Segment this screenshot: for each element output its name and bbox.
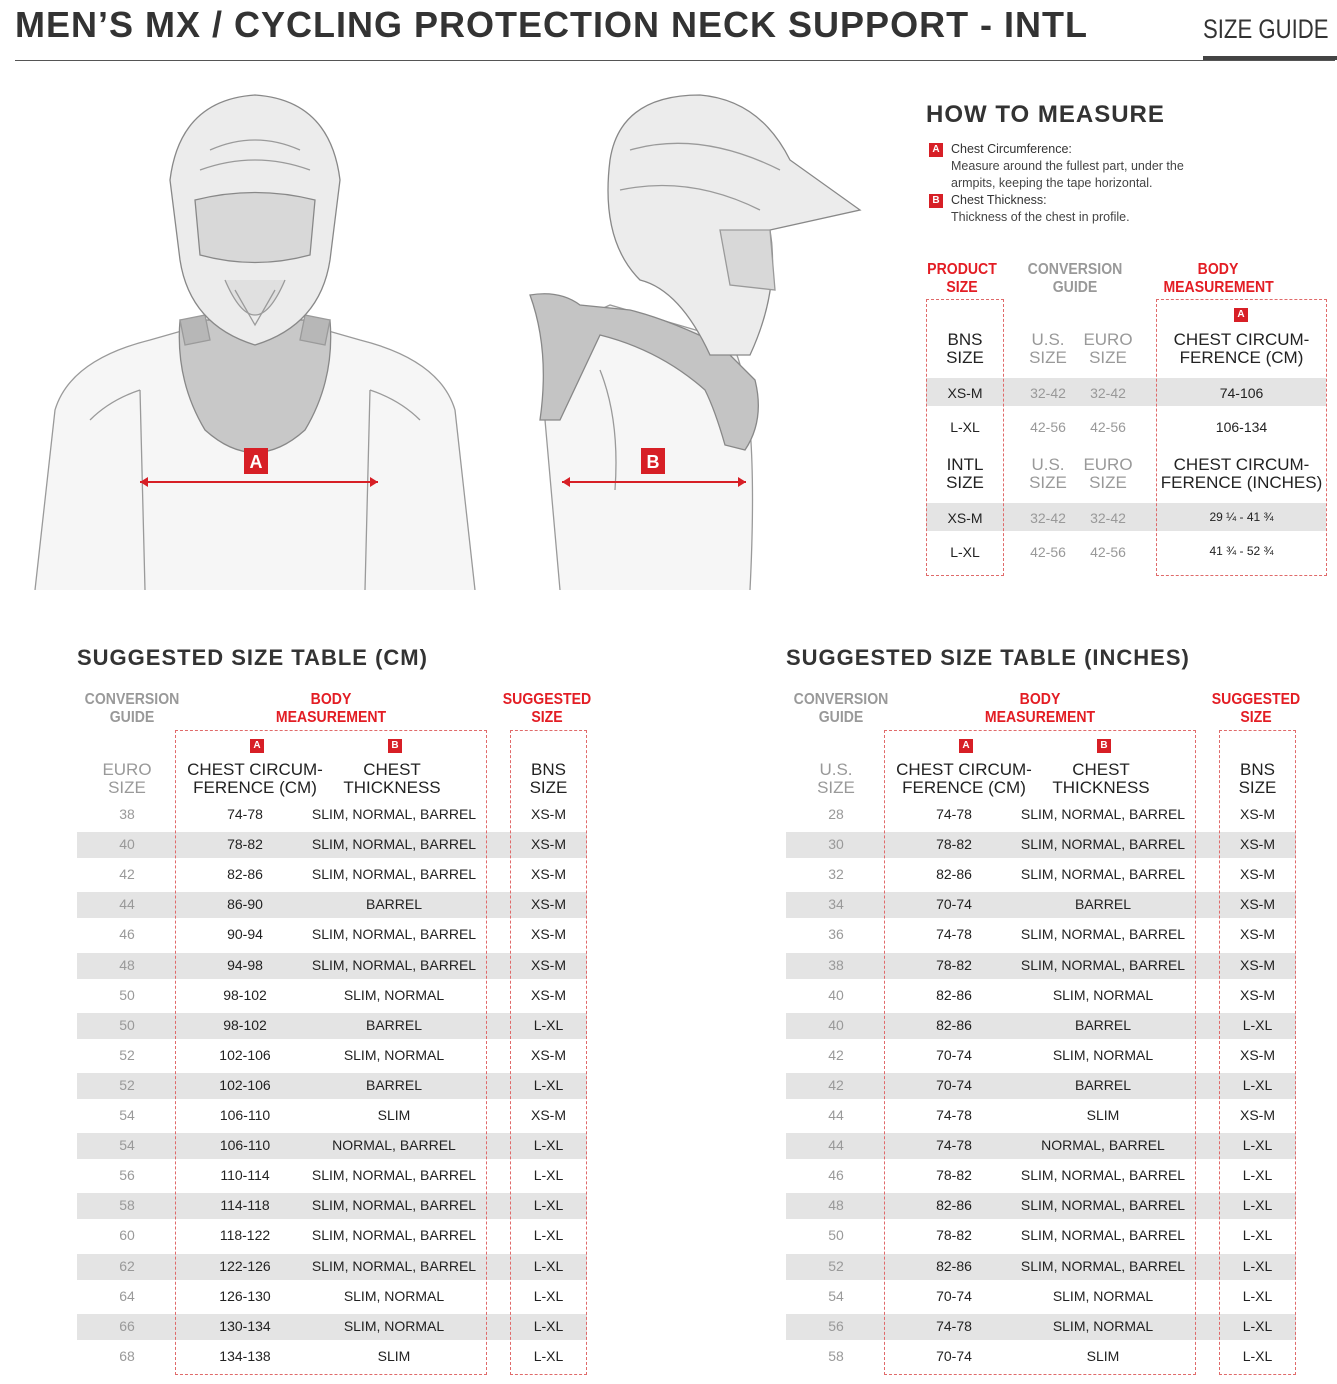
chest-thickness-cell: SLIM, NORMAL, BARREL xyxy=(1020,1167,1186,1184)
size-col-head: EURO SIZE xyxy=(102,760,152,797)
size-cell: 28 xyxy=(828,806,844,822)
bns-size-cell: XS-M xyxy=(1240,836,1275,853)
badge-b: B xyxy=(929,194,943,208)
chest-circ-cell: 82-86 xyxy=(227,866,263,883)
bns-size-head: BNS SIZE xyxy=(1238,760,1277,797)
size-col-head: U.S. SIZE xyxy=(817,760,855,797)
measure-item-a xyxy=(929,141,1184,190)
size-cell: 32 xyxy=(828,866,844,883)
chest-thickness-cell: SLIM, NORMAL, BARREL xyxy=(311,806,477,822)
us-size-head: U.S. SIZE xyxy=(1029,455,1067,492)
size-cell: 68 xyxy=(119,1347,135,1364)
conversion-guide-head: CONVERSION GUIDE xyxy=(84,691,180,726)
chest-thickness-cell: SLIM, NORMAL, BARREL xyxy=(1020,926,1186,943)
size-cell: 46 xyxy=(828,1167,844,1184)
chest-thickness-cell: SLIM, NORMAL xyxy=(343,1287,445,1304)
euro-size-head: EURO SIZE xyxy=(1083,330,1133,367)
us-size: 32-42 xyxy=(1030,510,1066,526)
bns-size-cell: XS-M xyxy=(1240,1107,1275,1123)
chest-circ-cell: 70-74 xyxy=(936,1076,972,1093)
chest-circ-cell: 98-102 xyxy=(223,986,267,1003)
bns-size-cell: XS-M xyxy=(531,836,566,853)
chest-thickness-cell: SLIM, NORMAL, BARREL xyxy=(1020,806,1186,822)
chest-thickness-head: CHEST THICKNESS xyxy=(1052,760,1150,797)
chest-circ-cell: 70-74 xyxy=(936,1046,972,1063)
chest-thickness-cell: SLIM, NORMAL, BARREL xyxy=(311,926,477,943)
size-cell: 46 xyxy=(119,926,135,943)
bns-size-cell: L-XL xyxy=(533,1227,564,1244)
suggested-size-head: SUGGESTED SIZE xyxy=(502,691,592,726)
body-measurement-head: BODY MEASUREMENT xyxy=(1163,261,1274,296)
chest-thickness-cell: SLIM, NORMAL, BARREL xyxy=(311,836,477,853)
chest-thickness-cell: SLIM xyxy=(1086,1107,1120,1123)
size-cell: 50 xyxy=(119,1016,135,1033)
chest-circ-cell: 102-106 xyxy=(219,1046,271,1063)
size-cell: 52 xyxy=(119,1076,135,1093)
chest-circ-cell: 82-86 xyxy=(936,1197,972,1214)
chest-circ-head: CHEST CIRCUM- FERENCE (CM) xyxy=(187,760,323,797)
chest-circ-cell: 98-102 xyxy=(223,1016,267,1033)
chest-circ-cell: 74-78 xyxy=(936,1107,972,1123)
bns-size-cell: L-XL xyxy=(1242,1016,1273,1033)
bns-size-cell: L-XL xyxy=(533,1016,564,1033)
chest-thickness-cell: SLIM, NORMAL, BARREL xyxy=(311,866,477,883)
page-title: MEN’S MX / CYCLING PROTECTION NECK SUPPORT - INTL xyxy=(15,4,1089,45)
euro-size: 42-56 xyxy=(1090,419,1126,435)
size-cell: 50 xyxy=(119,986,135,1003)
chest-in-head: CHEST CIRCUM- FERENCE (INCHES) xyxy=(1160,455,1323,492)
badge-a: A xyxy=(250,739,264,753)
bns-size-cell: XS-M xyxy=(531,866,566,883)
chest-circ-cell: 82-86 xyxy=(936,1257,972,1274)
chest-cm: 74-106 xyxy=(1219,385,1264,401)
suggested-size-head: SUGGESTED SIZE xyxy=(1211,691,1301,726)
chest-thickness-cell: SLIM xyxy=(377,1347,411,1364)
size-cell: 44 xyxy=(828,1107,844,1123)
chest-thickness-cell: SLIM, NORMAL, BARREL xyxy=(1020,836,1186,853)
chest-thickness-cell: SLIM, NORMAL, BARREL xyxy=(311,1167,477,1184)
chest-circ-cell: 70-74 xyxy=(936,1347,972,1364)
bns-size-cell: XS-M xyxy=(1240,956,1275,973)
bns-size-cell: XS-M xyxy=(531,1107,566,1123)
bns-size-cell: XS-M xyxy=(531,1046,566,1063)
size-cell: 54 xyxy=(119,1137,135,1154)
bns-size-cell: L-XL xyxy=(533,1347,564,1364)
size-guide-tab[interactable]: SIZE GUIDE xyxy=(1203,14,1329,44)
intl-size-head: INTL SIZE xyxy=(946,455,984,492)
us-size: 42-56 xyxy=(1030,419,1066,435)
us-size: 32-42 xyxy=(1030,385,1066,401)
size-cell: 40 xyxy=(119,836,135,853)
size-cell: 44 xyxy=(828,1137,844,1154)
chest-thickness-cell: SLIM, NORMAL, BARREL xyxy=(311,1257,477,1274)
chest-thickness-cell: SLIM, NORMAL, BARREL xyxy=(1020,956,1186,973)
us-size-head: U.S. SIZE xyxy=(1029,330,1067,367)
euro-size-head: EURO SIZE xyxy=(1083,455,1133,492)
size-cell: 64 xyxy=(119,1287,135,1304)
chest-circ-cell: 130-134 xyxy=(219,1317,271,1334)
chest-thickness-cell: SLIM, NORMAL xyxy=(1052,1046,1154,1063)
size-cell: 62 xyxy=(119,1257,135,1274)
badge-b: B xyxy=(1097,739,1111,753)
size-cell: 34 xyxy=(828,896,844,913)
chest-circ-head: CHEST CIRCUM- FERENCE (CM) xyxy=(896,760,1032,797)
size-cell: 58 xyxy=(828,1347,844,1364)
size-cell: 52 xyxy=(828,1257,844,1274)
size-cell: 40 xyxy=(828,986,844,1003)
us-size: 42-56 xyxy=(1030,544,1066,560)
bns-size-cell: XS-M xyxy=(1240,926,1275,943)
chest-thickness-head: CHEST THICKNESS xyxy=(343,760,441,797)
bns-size-cell: XS-M xyxy=(531,806,566,822)
measure-label: Chest Circumference: xyxy=(951,142,1072,156)
badge-a: A xyxy=(929,143,943,157)
chest-circ-cell: 74-78 xyxy=(936,806,972,822)
size-cell: 54 xyxy=(119,1107,135,1123)
bns-size: XS-M xyxy=(947,385,983,401)
chest-circ-cell: 70-74 xyxy=(936,1287,972,1304)
bns-size-cell: L-XL xyxy=(1242,1347,1273,1364)
bns-size-cell: XS-M xyxy=(531,896,566,913)
marker-a: A xyxy=(249,452,263,472)
badge-a: A xyxy=(959,739,973,753)
bns-size-cell: L-XL xyxy=(533,1076,564,1093)
size-cell: 58 xyxy=(119,1197,135,1214)
bns-size-cell: L-XL xyxy=(1242,1227,1273,1244)
intl-size: L-XL xyxy=(950,544,980,560)
chest-thickness-cell: BARREL xyxy=(1074,1016,1132,1033)
size-cell: 66 xyxy=(119,1317,135,1334)
size-cell: 30 xyxy=(828,836,844,853)
how-to-measure-title: HOW TO MEASURE xyxy=(926,101,1165,128)
chest-thickness-cell: BARREL xyxy=(1074,1076,1132,1093)
chest-circ-cell: 82-86 xyxy=(936,866,972,883)
chest-thickness-cell: SLIM, NORMAL, BARREL xyxy=(1020,1257,1186,1274)
bns-size-cell: XS-M xyxy=(531,986,566,1003)
chest-thickness-cell: NORMAL, BARREL xyxy=(1041,1137,1165,1154)
chest-circ-cell: 122-126 xyxy=(219,1257,271,1274)
bns-size-cell: L-XL xyxy=(533,1257,564,1274)
size-cell: 42 xyxy=(828,1076,844,1093)
chest-circ-cell: 86-90 xyxy=(227,896,263,913)
side-rider-illustration xyxy=(520,90,900,590)
chest-cm: 106-134 xyxy=(1215,419,1268,435)
badge-b: B xyxy=(388,739,402,753)
size-cell: 44 xyxy=(119,896,135,913)
size-cell: 60 xyxy=(119,1227,135,1244)
chest-circ-cell: 74-78 xyxy=(936,1317,972,1334)
chest-thickness-cell: SLIM, NORMAL, BARREL xyxy=(311,1197,477,1214)
measure-desc: armpits, keeping the tape horizontal. xyxy=(951,176,1153,190)
chest-in: 41 ¾ - 52 ¾ xyxy=(1209,544,1274,558)
chest-circ-cell: 110-114 xyxy=(220,1167,270,1184)
chest-circ-cell: 78-82 xyxy=(227,836,263,853)
size-cell: 42 xyxy=(119,866,135,883)
bns-size-cell: XS-M xyxy=(1240,986,1275,1003)
body-measurement-head: BODY MEASUREMENT xyxy=(984,691,1096,726)
chest-circ-cell: 82-86 xyxy=(936,986,972,1003)
chest-thickness-cell: SLIM, NORMAL xyxy=(1052,1317,1154,1334)
chest-circ-cell: 78-82 xyxy=(936,956,972,973)
chest-thickness-cell: NORMAL, BARREL xyxy=(332,1137,456,1154)
size-cell: 56 xyxy=(828,1317,844,1334)
size-cell: 36 xyxy=(828,926,844,943)
bns-size-cell: L-XL xyxy=(1242,1197,1273,1214)
size-cell: 48 xyxy=(119,956,135,973)
bns-size-cell: L-XL xyxy=(1242,1287,1273,1304)
bns-size-cell: L-XL xyxy=(533,1137,564,1154)
chest-circ-cell: 94-98 xyxy=(227,956,263,973)
size-cell: 56 xyxy=(119,1167,135,1184)
header-divider xyxy=(15,60,1335,61)
euro-size: 42-56 xyxy=(1090,544,1126,560)
chest-thickness-cell: BARREL xyxy=(365,1016,423,1033)
bns-size-cell: L-XL xyxy=(533,1167,564,1184)
bns-size-cell: L-XL xyxy=(1242,1137,1273,1154)
bns-size-cell: L-XL xyxy=(1242,1167,1273,1184)
size-cell: 42 xyxy=(828,1046,844,1063)
measure-desc: Thickness of the chest in profile. xyxy=(951,210,1130,224)
front-rider-illustration xyxy=(30,90,480,590)
bns-size-cell: L-XL xyxy=(1242,1076,1273,1093)
conversion-guide-head: CONVERSION GUIDE xyxy=(1027,261,1123,296)
bns-size-cell: L-XL xyxy=(533,1197,564,1214)
bns-size-head: BNS SIZE xyxy=(529,760,568,797)
chest-cm-head: CHEST CIRCUM- FERENCE (CM) xyxy=(1173,330,1310,367)
bns-size-head: BNS SIZE xyxy=(946,330,984,367)
bns-size-cell: XS-M xyxy=(1240,1046,1275,1063)
size-cell: 48 xyxy=(828,1197,844,1214)
chest-thickness-cell: BARREL xyxy=(365,896,423,913)
chest-circ-cell: 102-106 xyxy=(219,1076,271,1093)
measure-item-b xyxy=(929,192,1130,224)
chest-circ-cell: 134-138 xyxy=(219,1347,271,1364)
bns-size-cell: L-XL xyxy=(1242,1257,1273,1274)
chest-circ-cell: 106-110 xyxy=(219,1137,271,1154)
chest-thickness-cell: SLIM, NORMAL xyxy=(1052,1287,1154,1304)
bns-size-cell: XS-M xyxy=(1240,866,1275,883)
size-cell: 50 xyxy=(828,1227,844,1244)
chest-thickness-cell: SLIM, NORMAL, BARREL xyxy=(1020,1227,1186,1244)
size-cell: 54 xyxy=(828,1287,844,1304)
bns-size-cell: XS-M xyxy=(531,926,566,943)
marker-b: B xyxy=(646,452,660,472)
size-cell: 38 xyxy=(119,806,135,822)
chest-circ-cell: 106-110 xyxy=(219,1107,271,1123)
bns-size-cell: L-XL xyxy=(533,1287,564,1304)
size-cell: 40 xyxy=(828,1016,844,1033)
body-measurement-head: BODY MEASUREMENT xyxy=(275,691,387,726)
bns-size-cell: L-XL xyxy=(1242,1317,1273,1334)
chest-thickness-cell: SLIM, NORMAL, BARREL xyxy=(311,956,477,973)
chest-thickness-cell: SLIM xyxy=(1086,1347,1120,1364)
chest-thickness-cell: SLIM, NORMAL xyxy=(343,1317,445,1334)
chest-circ-cell: 78-82 xyxy=(936,1167,972,1184)
chest-in: 29 ¼ - 41 ¾ xyxy=(1209,510,1274,524)
chest-circ-cell: 78-82 xyxy=(936,836,972,853)
conversion-guide-head: CONVERSION GUIDE xyxy=(793,691,889,726)
chest-thickness-cell: SLIM, NORMAL, BARREL xyxy=(1020,1197,1186,1214)
bns-size-cell: XS-M xyxy=(1240,896,1275,913)
size-cell: 52 xyxy=(119,1046,135,1063)
intl-size: XS-M xyxy=(947,510,983,526)
chest-circ-cell: 118-122 xyxy=(219,1227,271,1244)
chest-thickness-cell: SLIM, NORMAL xyxy=(343,1046,445,1063)
euro-size: 32-42 xyxy=(1090,385,1126,401)
chest-circ-cell: 90-94 xyxy=(227,926,263,943)
chest-circ-cell: 78-82 xyxy=(936,1227,972,1244)
chest-circ-cell: 82-86 xyxy=(936,1016,972,1033)
chest-thickness-cell: SLIM, NORMAL xyxy=(343,986,445,1003)
chest-circ-cell: 74-78 xyxy=(936,1137,972,1154)
euro-size: 32-42 xyxy=(1090,510,1126,526)
chest-circ-cell: 114-118 xyxy=(220,1197,270,1214)
bns-size-cell: XS-M xyxy=(1240,806,1275,822)
table-title: SUGGESTED SIZE TABLE (INCHES) xyxy=(786,645,1190,670)
chest-circ-cell: 70-74 xyxy=(936,896,972,913)
measure-label: Chest Thickness: xyxy=(951,193,1047,207)
chest-thickness-cell: BARREL xyxy=(365,1076,423,1093)
table-title: SUGGESTED SIZE TABLE (CM) xyxy=(77,645,428,670)
chest-circ-cell: 126-130 xyxy=(219,1287,271,1304)
measure-desc: Measure around the fullest part, under the xyxy=(951,159,1184,173)
bns-size-cell: XS-M xyxy=(531,956,566,973)
bns-size-cell: L-XL xyxy=(533,1317,564,1334)
bns-size: L-XL xyxy=(950,419,980,435)
product-size-head: PRODUCT SIZE xyxy=(927,261,997,296)
chest-thickness-cell: BARREL xyxy=(1074,896,1132,913)
chest-thickness-cell: SLIM xyxy=(377,1107,411,1123)
size-cell: 38 xyxy=(828,956,844,973)
chest-thickness-cell: SLIM, NORMAL, BARREL xyxy=(311,1227,477,1244)
chest-thickness-cell: SLIM, NORMAL xyxy=(1052,986,1154,1003)
chest-circ-cell: 74-78 xyxy=(227,806,263,822)
chest-circ-cell: 74-78 xyxy=(936,926,972,943)
badge-a: A xyxy=(1234,308,1248,322)
chest-thickness-cell: SLIM, NORMAL, BARREL xyxy=(1020,866,1186,883)
